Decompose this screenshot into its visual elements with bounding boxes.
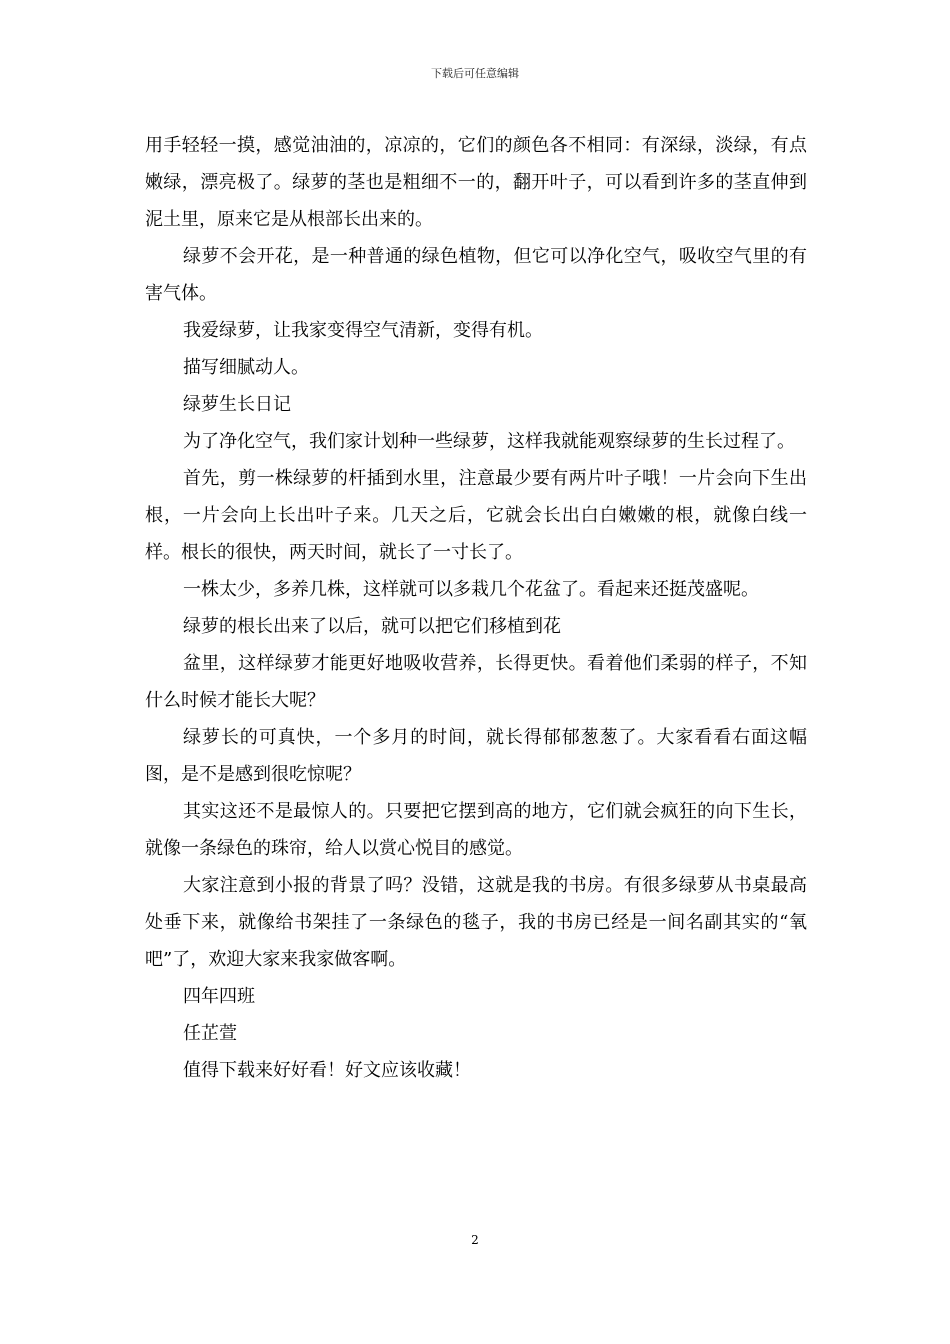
paragraph: 一株太少，多养几株，这样就可以多栽几个花盆了。看起来还挺茂盛呢。 [183,579,759,600]
paragraph: 用手轻轻一摸，感觉油油的，凉凉的，它们的颜色各不相同：有深绿，淡绿，有点嫩绿，漂亮极了。绿萝的茎也是粗细不一的，翻开叶子，可以看到许多的茎直伸到泥土里，原来它是从根部长出来的。 [145,135,807,230]
paragraph: 大家注意到小报的背景了吗？没错，这就是我的书房。有很多绿萝从书桌最高处垂下来，就像给书架挂了一条绿色的毯子，我的书房已经是一间名副其实的“氧吧”了，欢迎大家来我家做客啊。 [145,875,807,970]
section-title: 绿萝生长日记 [183,394,291,415]
closing-note: 值得下载来好好看！好文应该收藏！ [183,1060,471,1081]
paragraph: 为了净化空气，我们家计划种一些绿萝，这样我就能观察绿萝的生长过程了。 [183,431,795,452]
page-number: 2 [471,1233,479,1247]
document-body [145,127,807,1089]
paragraph: 绿萝长的可真快，一个多月的时间，就长得郁郁葱葱了。大家看看右面这幅图，是不是感到很吃惊呢？ [145,727,807,785]
paragraph: 其实这还不是最惊人的。只要把它摆到高的地方，它们就会疯狂的向下生长，就像一条绿色的珠帘，给人以赏心悦目的感觉。 [145,801,807,859]
author-name: 任芷萱 [183,1023,237,1044]
paragraph: 绿萝不会开花，是一种普通的绿色植物，但它可以净化空气，吸收空气里的有害气体。 [145,246,807,304]
class-name: 四年四班 [183,986,255,1007]
page-header: 下载后可任意编辑 [431,67,519,80]
paragraph: 首先，剪一株绿萝的杆插到水里，注意最少要有两片叶子哦！一片会向下生出根，一片会向上长出叶子来。几天之后，它就会长出白白嫩嫩的根，就像白线一样。根长的很快，两天时间，就长了一寸长了。 [145,468,807,563]
paragraph: 描写细腻动人。 [183,357,309,378]
paragraph: 盆里，这样绿萝才能更好地吸收营养，长得更快。看着他们柔弱的样子，不知什么时候才能长大呢？ [145,653,807,711]
paragraph: 绿萝的根长出来了以后，就可以把它们移植到花 [183,616,561,637]
paragraph: 我爱绿萝，让我家变得空气清新，变得有机。 [183,320,543,341]
